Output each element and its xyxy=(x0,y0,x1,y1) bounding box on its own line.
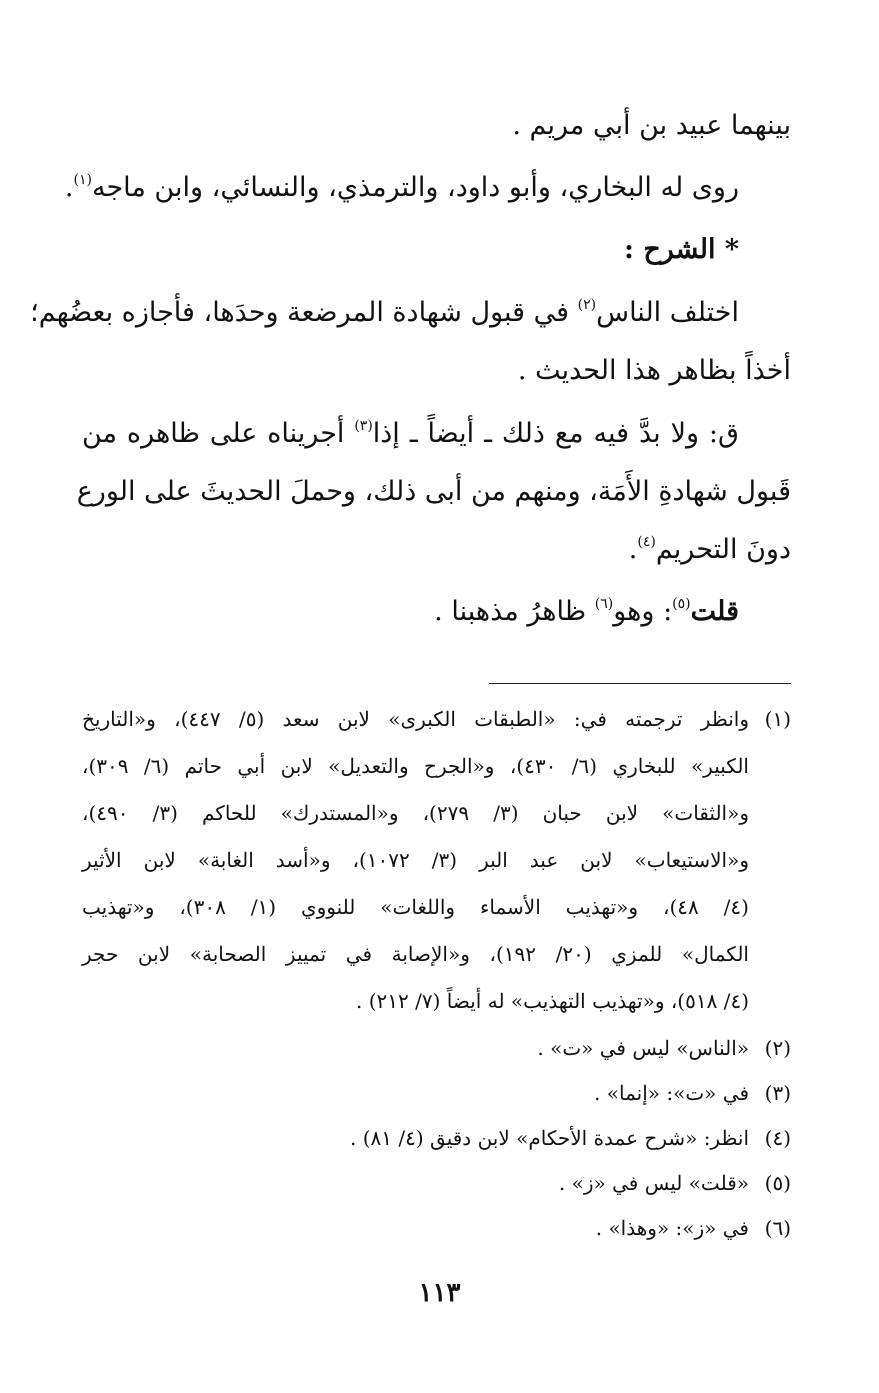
footnote-line: انظر: «شرح عمدة الأحكام» لابن دقيق (٤/ ٨١) . xyxy=(350,1126,749,1150)
footnote-line: و«الاستيعاب» لابن عبد البر (٣/ ١٠٧٢)، و«أسد الغابة» لابن الأثير xyxy=(82,848,750,872)
footnote-number: (٥) xyxy=(764,1171,791,1195)
text-span: ق: ولا بدَّ فيه مع ذلك ـ أيضاً ـ إذا xyxy=(372,418,739,449)
footnote-ref[interactable]: (٥) xyxy=(672,596,691,612)
text-span: أخذاً بظاهر هذا الحديث . xyxy=(517,355,791,386)
footnote-ref[interactable]: (٣) xyxy=(354,418,373,434)
text-span: قَبول شهادةِ الأَمَة، ومنهم من أبى ذلك، وحملَ الحديثَ على الورع xyxy=(76,476,791,507)
footnote-line: «قلت» ليس في «ز» . xyxy=(558,1171,749,1195)
heading-text: الشرح : xyxy=(623,234,716,265)
text-span: . xyxy=(64,172,74,203)
text-line xyxy=(518,355,791,386)
footnote-ref[interactable]: (١) xyxy=(73,172,92,188)
text-span: أجريناه على ظاهره من xyxy=(82,418,345,449)
footnote-line: (٤/ ٤٨)، و«تهذيب الأسماء واللغات» للنووي (١/ ٣٠٨)، و«تهذيب xyxy=(82,895,749,919)
footnote-separator xyxy=(489,683,791,684)
footnote-number: (٦) xyxy=(764,1216,791,1240)
text-span: ظاهرُ مذهبنا . xyxy=(434,596,587,627)
footnote-ref[interactable]: (٢) xyxy=(577,297,597,313)
footnote-number: (١) xyxy=(764,707,791,731)
text-line xyxy=(76,476,791,507)
footnote-number: (٣) xyxy=(764,1081,791,1105)
footnote-line: الكبير» للبخاري (٦/ ٤٣٠)، و«الجرح والتعديل» لابن أبي حاتم (٦/ ٣٠٩)، xyxy=(82,754,749,778)
text-line xyxy=(629,534,791,565)
footnote-line: وانظر ترجمته في: «الطبقات الكبرى» لابن سعد (٥/ ٤٤٧)، و«التاريخ xyxy=(82,707,750,731)
qult-label: قلت xyxy=(690,596,739,627)
text-line xyxy=(65,172,739,203)
text-span: اختلف الناس xyxy=(596,297,739,328)
footnote-line: الكمال» للمزي (٢٠/ ١٩٢)، و«الإصابة في تمييز الصحابة» لابن حجر xyxy=(82,942,749,966)
footnote-line: (٤/ ٥١٨)، و«تهذيب التهذيب» له أيضاً (٧/ ٢١٢) . xyxy=(356,989,749,1013)
text-span: روى له البخاري، وأبو داود، والترمذي، والنسائي، وابن ماجه xyxy=(91,172,739,203)
footnote-line: في «ت»: «إنما» . xyxy=(594,1081,749,1105)
page-number: ١١٣ xyxy=(418,1278,461,1308)
footnote-ref[interactable]: (٦) xyxy=(594,596,614,612)
footnote-line: «الناس» ليس في «ت» . xyxy=(537,1036,749,1060)
text-line xyxy=(512,110,791,141)
text-line xyxy=(434,596,739,627)
footnote-ref[interactable]: (٤) xyxy=(637,534,656,550)
text-span: : xyxy=(663,596,673,627)
footnote-line: و«الثقات» لابن حبان (٣/ ٢٧٩)، و«المستدرك» للحاكم (٣/ ٤٩٠)، xyxy=(82,801,750,825)
footnote-line: في «ز»: «وهذا» . xyxy=(595,1216,749,1240)
text-span: في قبول شهادة المرضعة وحدَها، فأجازه بعضُهم؛ xyxy=(30,297,570,328)
footnote-number: (٢) xyxy=(764,1036,791,1060)
text-line xyxy=(82,418,739,449)
text-span: دونَ التحريم xyxy=(655,534,791,565)
star-icon: * xyxy=(724,234,739,265)
text-span: . xyxy=(628,534,638,565)
section-heading xyxy=(624,234,739,265)
text-line xyxy=(30,297,739,328)
text-span: وهو xyxy=(613,596,655,627)
text-span: بينهما عبيد بن أبي مريم . xyxy=(512,110,791,141)
footnote-number: (٤) xyxy=(764,1126,791,1150)
